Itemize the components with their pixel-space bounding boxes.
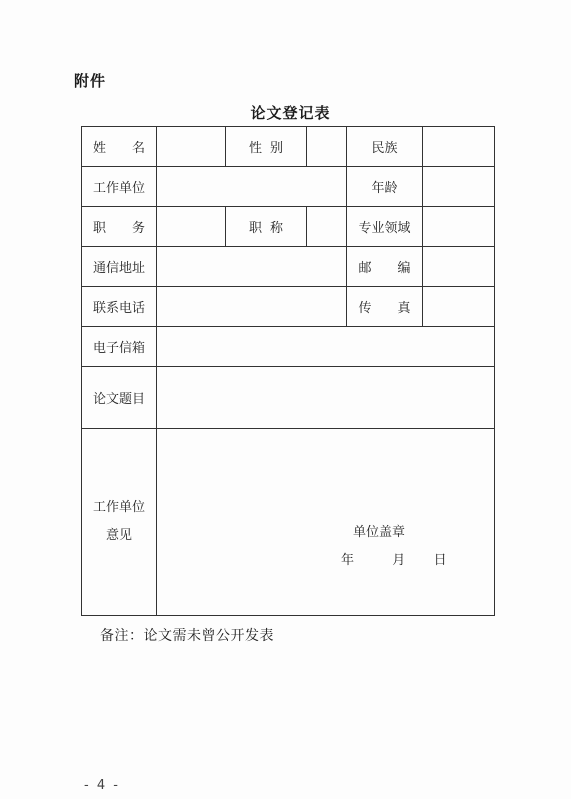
- opinion-label-line1: 工作单位: [92, 500, 145, 515]
- work-unit-label: 工作单位: [92, 181, 145, 196]
- specialty-label: 专业领域: [358, 221, 411, 236]
- table-row: [82, 287, 495, 327]
- phone-label-cell: [82, 287, 157, 327]
- fax-value-cell[interactable]: [423, 287, 495, 327]
- seal-label: 单位盖章: [353, 525, 406, 540]
- age-label: 年龄: [371, 181, 398, 196]
- position-value-cell[interactable]: [157, 207, 226, 247]
- name-label-cell: [82, 127, 157, 167]
- address-label: 通信地址: [92, 261, 145, 276]
- table-row: [82, 247, 495, 287]
- address-label-cell: [82, 247, 157, 287]
- footnote: 备注：论文需未曾公开发表: [100, 628, 274, 644]
- date-year: 年: [341, 553, 355, 568]
- opinion-label-cell: [82, 429, 157, 616]
- registration-table: [81, 126, 495, 616]
- date-month: 月: [392, 553, 406, 568]
- gender-label: 性别: [249, 141, 283, 156]
- page-number: - 4 -: [84, 778, 120, 793]
- name-label: 姓名: [93, 141, 145, 156]
- table-row: [82, 207, 495, 247]
- paper-title-label-cell: [82, 367, 157, 429]
- table-row: [82, 327, 495, 367]
- postcode-value-cell[interactable]: [423, 247, 495, 287]
- opinion-label-line2: 意见: [105, 528, 132, 543]
- table-row: [82, 167, 495, 207]
- title-label-cell: [226, 207, 307, 247]
- phone-value-cell[interactable]: [157, 287, 347, 327]
- position-label-cell: [82, 207, 157, 247]
- phone-label: 联系电话: [92, 301, 145, 316]
- ethnicity-label: 民族: [371, 141, 398, 156]
- age-label-cell: [347, 167, 423, 207]
- age-value-cell[interactable]: [423, 167, 495, 207]
- work-unit-value-cell[interactable]: [157, 167, 347, 207]
- name-value-cell[interactable]: [157, 127, 226, 167]
- table-row: [82, 367, 495, 429]
- title-label: 职称: [249, 221, 283, 236]
- email-value-cell[interactable]: [157, 327, 495, 367]
- paper-title-value-cell[interactable]: [157, 367, 495, 429]
- opinion-value-cell[interactable]: [157, 429, 495, 616]
- fax-label: 传真: [358, 301, 411, 316]
- table-row: [82, 429, 495, 616]
- ethnicity-value-cell[interactable]: [423, 127, 495, 167]
- postcode-label: 邮编: [358, 261, 411, 276]
- address-value-cell[interactable]: [157, 247, 347, 287]
- paper-title-label: 论文题目: [92, 392, 145, 407]
- date-day: 日: [433, 553, 447, 568]
- form-title: 论文登记表: [250, 104, 331, 122]
- specialty-value-cell[interactable]: [423, 207, 495, 247]
- title-value-cell[interactable]: [307, 207, 347, 247]
- date-line: [341, 549, 447, 568]
- table-row: [82, 127, 495, 167]
- email-label: 电子信箱: [92, 341, 145, 356]
- postcode-label-cell: [347, 247, 423, 287]
- gender-label-cell: [226, 127, 307, 167]
- attachment-label: 附件: [74, 72, 107, 90]
- fax-label-cell: [347, 287, 423, 327]
- gender-value-cell[interactable]: [307, 127, 347, 167]
- position-label: 职务: [93, 221, 145, 236]
- specialty-label-cell: [347, 207, 423, 247]
- work-unit-label-cell: [82, 167, 157, 207]
- email-label-cell: [82, 327, 157, 367]
- ethnicity-label-cell: [347, 127, 423, 167]
